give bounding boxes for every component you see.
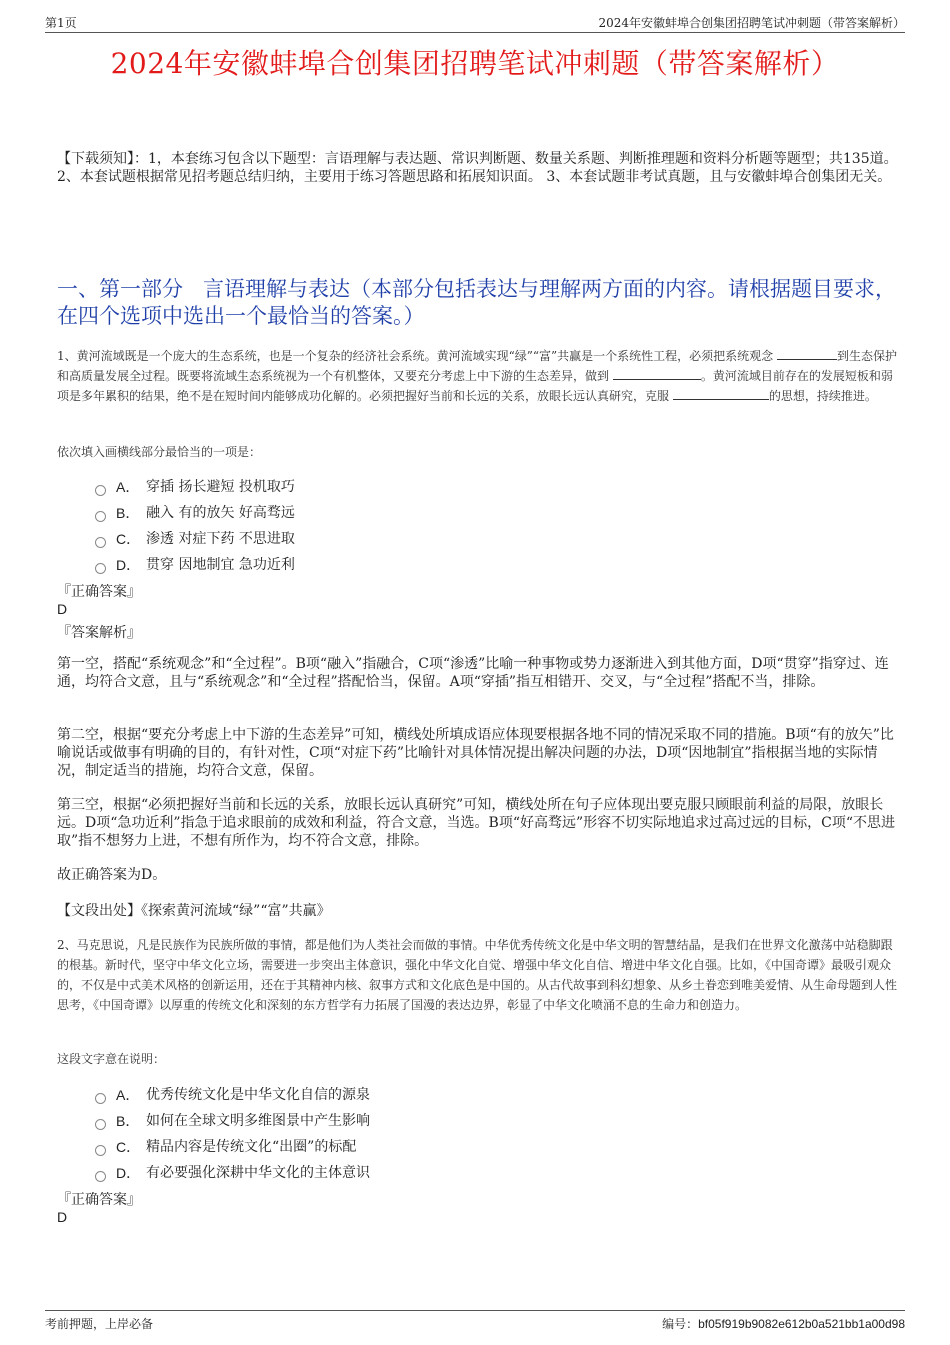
section-part: 一、第一部分 (57, 277, 183, 301)
q2-options (95, 1082, 370, 1186)
q1-text-part-a: 1、黄河流域既是一个庞大的生态系统，也是一个复杂的经济社会系统。黄河流域实现“绿”“富”共赢是一个系统性工程，必须把系统观念 (57, 349, 774, 363)
radio-icon[interactable] (95, 511, 106, 522)
q1-analysis-paragraph: 第二空，根据“要充分考虑上中下游的生态差异”可知，横线处所填成语应体现要根据各地不同的情况采取不同的措施。B项“有的放矢”比喻说话或做事有明确的目的，有针对性，C项“对症下药”比喻针对具体情况提出解决问题的办法，D项“因地制宜”指根据当地的实际情况，制定适当的措施，均符合文意，保留。 (57, 727, 894, 779)
section-heading (57, 276, 905, 330)
q1-analysis-paragraph: 第一空，搭配“系统观念”和“全过程”。B项“融入”指融合，C项“渗透”比喻一种事物或势力逐渐进入到其他方面，D项“贯穿”指穿过、连通，均符合文意，且与“系统观念”和“全过程”搭配恰当，保留。A项“穿插”指互相错开、交叉，与“全过程”搭配不当，排除。 (57, 656, 889, 690)
footer-code-label: 编号： (662, 1317, 699, 1331)
radio-icon[interactable] (95, 1171, 106, 1182)
q1-text-part-b: 到生态保护和高质量发展全过程。既要将流域生态系统视为一个有机整体，又要充分考虑上中下游的生态差异，做到 (57, 349, 898, 383)
q1-option-d[interactable]: D． 贯穿 因地制宜 急功近利 (95, 552, 295, 578)
page-number: 第1页 (45, 16, 77, 30)
q1-analysis-paragraph: 第三空，根据“必须把握好当前和长远的关系，放眼长远认真研究”可知，横线处所在句子应体现出要克服只顾眼前利益的局限，放眼长远。D项“急功近利”指急于追求眼前的成效和利益，符合文意，当选。B项“好高骛远”形容不切实际地追求过高过远的目标，C项“不思进取”指不想努力上进，不想有所作为，均不符合文意，排除。 (57, 797, 896, 849)
q1-option-a[interactable]: A． 穿插 扬长避短 投机取巧 (95, 474, 295, 500)
q1-prompt: 依次填入画横线部分最恰当的一项是： (57, 445, 262, 459)
q1-option-b[interactable]: B． 融入 有的放矢 好高骛远 (95, 500, 295, 526)
footer-code (662, 1315, 905, 1332)
q1-analysis-conclusion: 故正确答案为D。 (57, 867, 167, 883)
download-notice: 【下载须知】：1，本套练习包含以下题型：言语理解与表达题、常识判断题、数量关系题、判断推理题和资料分析题等题型；共135道。 2、本套试题根据常见招考题总结归纳，主要用于练习答题思路和拓展知识面。 3、本套试题非考试真题，且与安徽蚌埠合创集团无关。 (57, 151, 898, 185)
q2-option-d[interactable]: D． 有必要强化深耕中华文化的主体意识 (95, 1160, 370, 1186)
page-header (45, 12, 905, 33)
q1-option-c[interactable]: C． 渗透 对症下药 不思进取 (95, 526, 295, 552)
radio-icon[interactable] (95, 485, 106, 496)
q1-blank-1 (777, 346, 837, 360)
q1-source: 【文段出处】《探索黄河流域“绿”“富”共赢》 (57, 903, 331, 919)
q1-analysis-label: 『答案解析』 (57, 625, 141, 641)
footer-divider (45, 1310, 905, 1311)
q1-options (95, 474, 295, 578)
radio-icon[interactable] (95, 1145, 106, 1156)
question-1-text (57, 346, 898, 406)
q1-answer-label: 『正确答案』 (57, 584, 141, 600)
header-doc-title: 2024年安徽蚌埠合创集团招聘笔试冲刺题（带答案解析） (598, 16, 905, 30)
q1-text-part-d: 的思想，持续推进。 (768, 389, 877, 403)
q1-blank-2 (613, 366, 701, 380)
q2-answer: D (57, 1209, 68, 1225)
section-description: 言语理解与表达（本部分包括表达与理解两方面的内容。请根据题目要求，在四个选项中选出一个最恰当的答案。） (57, 277, 896, 328)
footer-slogan: 考前押题，上岸必备 (45, 1317, 154, 1331)
radio-icon[interactable] (95, 1119, 106, 1130)
question-2-text: 2、马克思说，凡是民族作为民族所做的事情，都是他们为人类社会而做的事情。中华优秀传统文化是中华文明的智慧结晶，是我们在世界文化激荡中站稳脚跟的根基。新时代，坚守中华文化立场，需要进一步突出主体意识，强化中华文化自觉、增强中华文化自信、增进中华文化自强。比如，《中国奇谭》最吸引观众的，不仅是中式美术风格的创新运用，还在于其精神内核、叙事方式和文化底色是中国的。从古代故事到科幻想象、从乡土眷恋到唯美爱情、从生命母题到人性思考，《中国奇谭》以厚重的传统文化和深刻的东方哲学有力拓展了国漫的表达边界，彰显了中华文化喷涌不息的生命力和创造力。 (57, 938, 898, 1012)
page-title: 2024年安徽蚌埠合创集团招聘笔试冲刺题（带答案解析） (110, 47, 840, 80)
radio-icon[interactable] (95, 537, 106, 548)
footer-code-value: bf05f919b9082e612b0a521bb1a00d98 (698, 1317, 905, 1331)
q2-prompt: 这段文字意在说明： (57, 1052, 166, 1066)
q1-text-part-c: 。黄河流域目前存在的发展短板和弱项是多年累积的结果，绝不是在短时间内能够成功化解的。必须把握好当前和长远的关系，放眼长远认真研究，克服 (57, 369, 893, 403)
q2-option-b[interactable]: B． 如何在全球文明多维图景中产生影响 (95, 1108, 370, 1134)
radio-icon[interactable] (95, 1093, 106, 1104)
q2-option-c[interactable]: C． 精品内容是传统文化“出圈”的标配 (95, 1134, 370, 1160)
q1-blank-3 (673, 386, 769, 400)
q2-answer-label: 『正确答案』 (57, 1192, 141, 1208)
q1-answer: D (57, 601, 68, 617)
q2-option-a[interactable]: A． 优秀传统文化是中华文化自信的源泉 (95, 1082, 370, 1108)
radio-icon[interactable] (95, 563, 106, 574)
